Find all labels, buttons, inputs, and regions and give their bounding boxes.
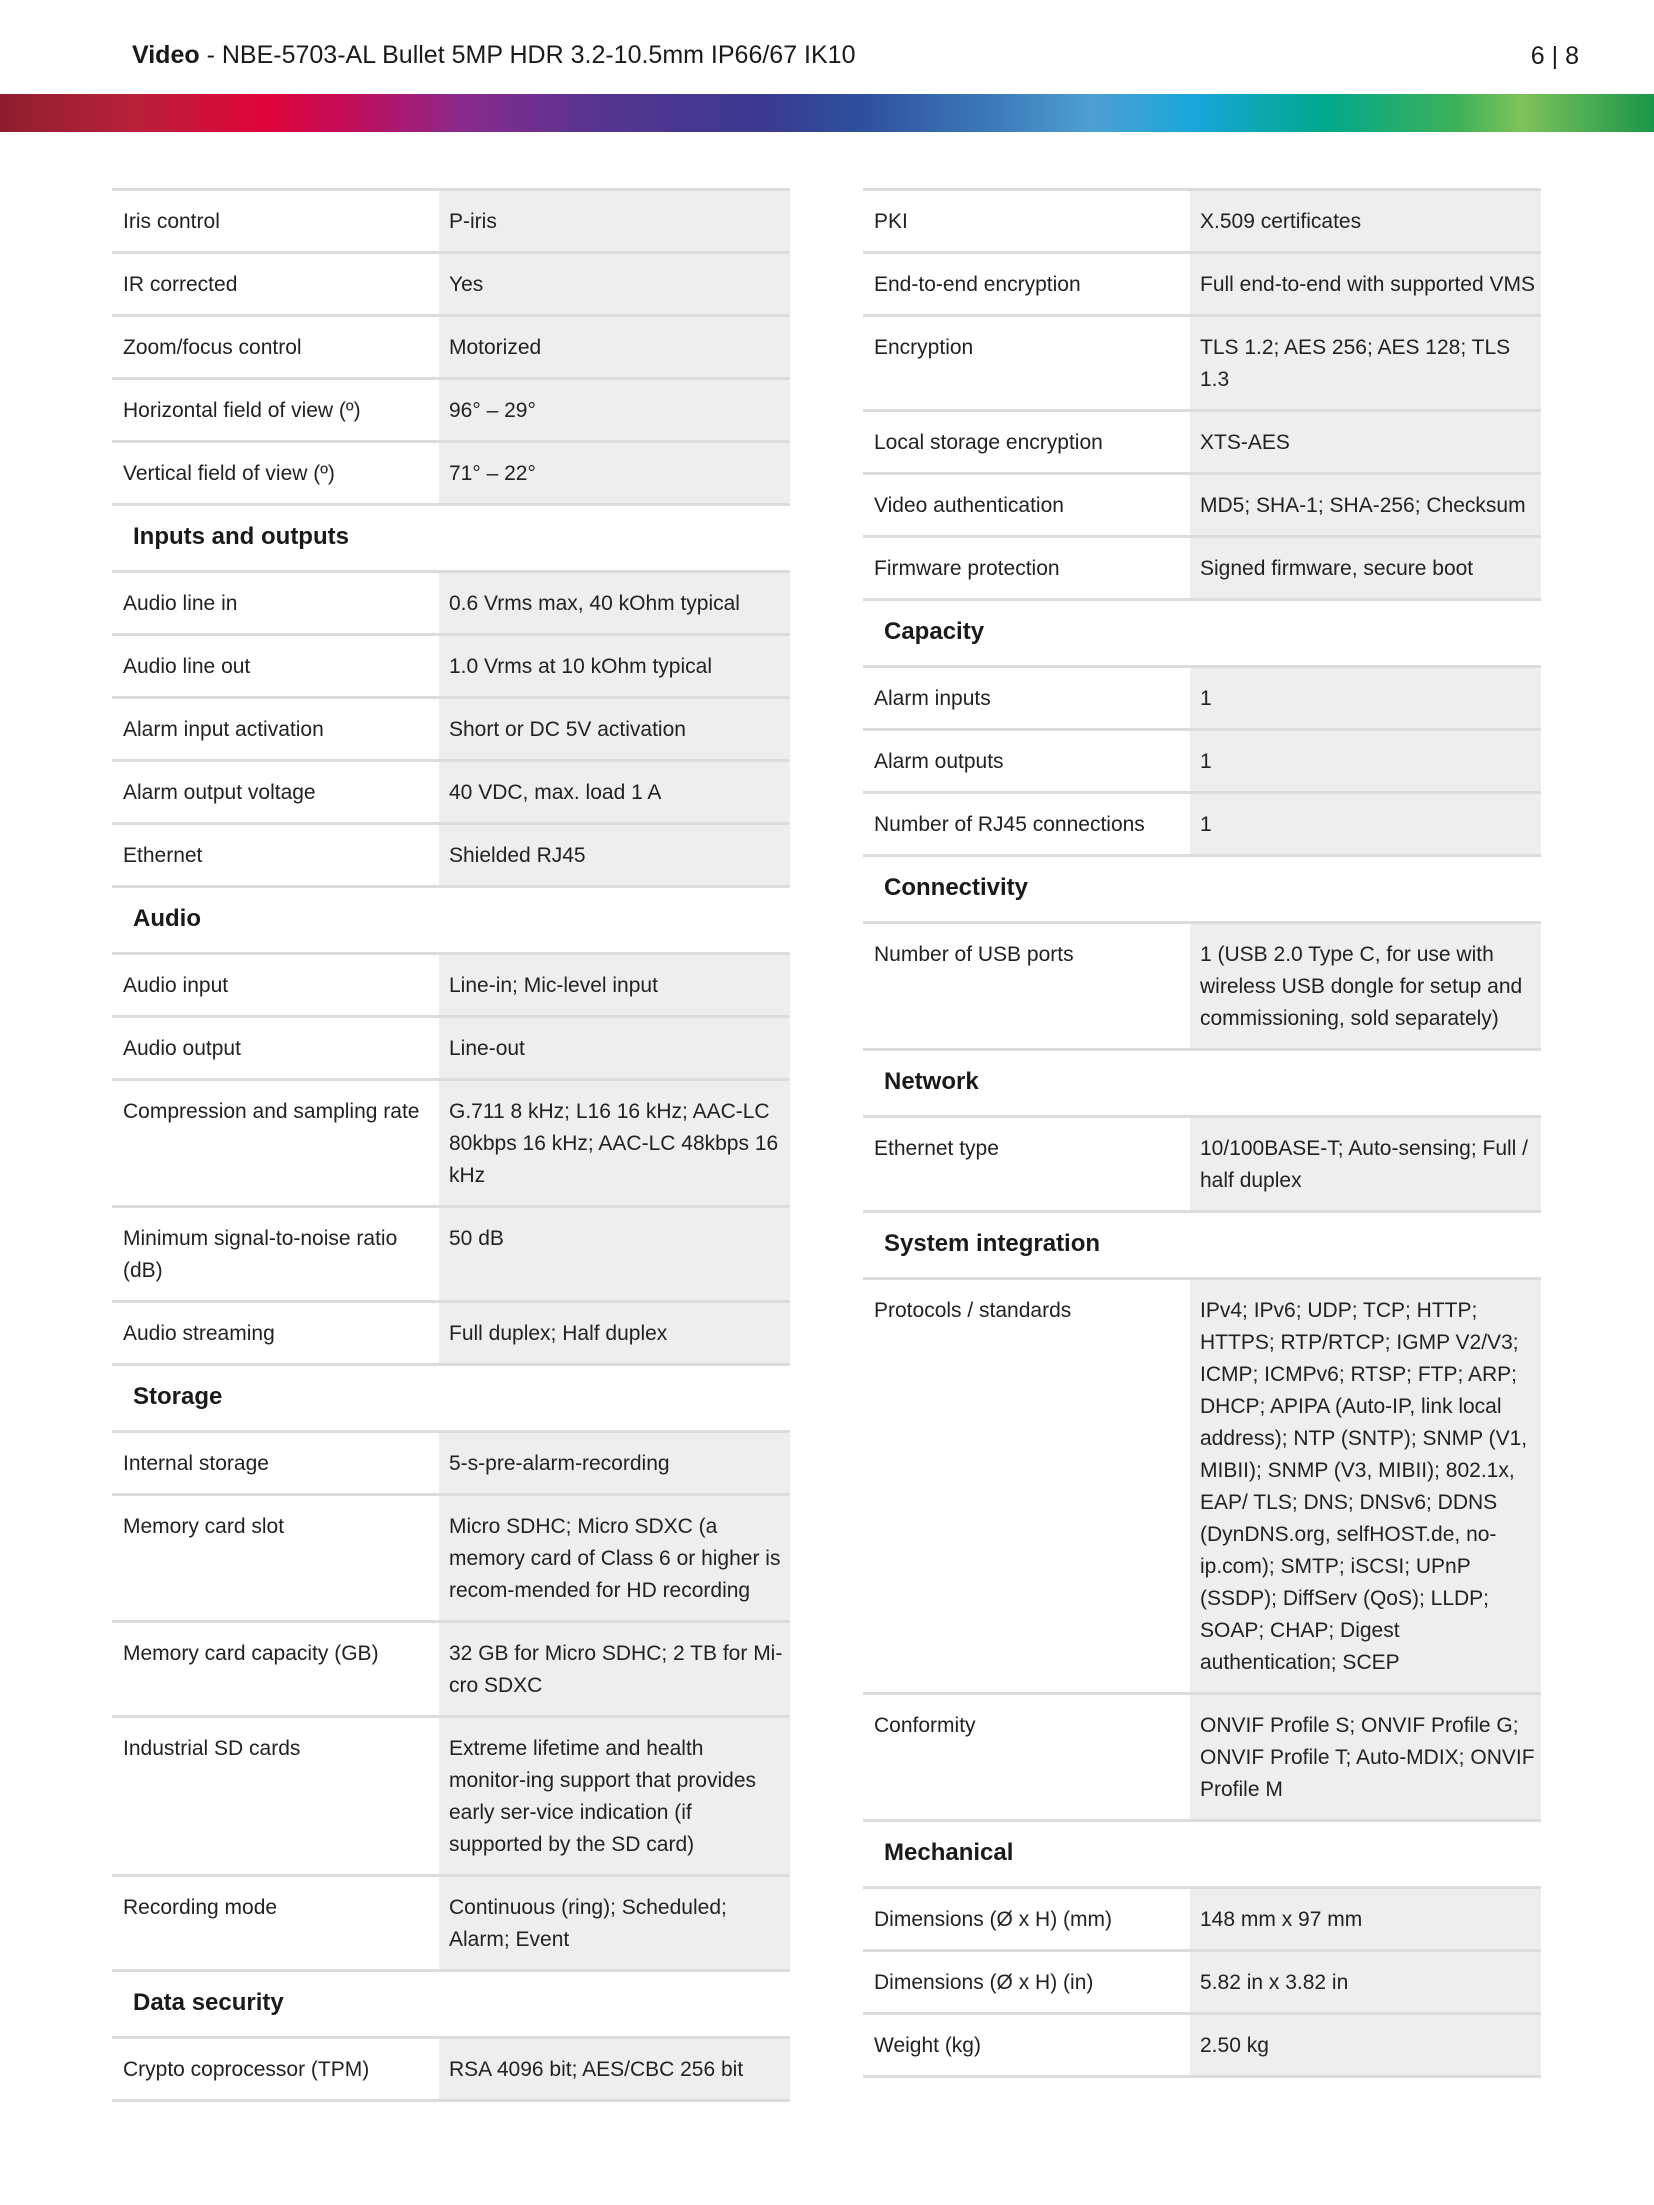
spec-label: Local storage encryption <box>874 431 1103 454</box>
spec-value: 1.0 Vrms at 10 kOhm typical <box>439 636 790 696</box>
spec-label: Alarm input activation <box>123 718 324 741</box>
spec-label: Audio input <box>123 974 229 997</box>
spec-value: 40 VDC, max. load 1 A <box>439 762 790 822</box>
spec-value: Shielded RJ45 <box>439 825 790 885</box>
spec-label: PKI <box>874 210 908 233</box>
spec-value: Full end-to-end with supported VMS <box>1190 254 1541 314</box>
spec-row <box>112 633 790 696</box>
section-heading-system-integration: System integration <box>863 1210 1541 1277</box>
spec-value: 71° – 22° <box>439 443 790 503</box>
spec-row <box>863 188 1541 251</box>
section-heading-network: Network <box>863 1048 1541 1115</box>
section-heading-data-security: Data security <box>112 1969 790 2036</box>
spec-label: Alarm inputs <box>874 687 991 710</box>
spec-value: 148 mm x 97 mm <box>1190 1889 1541 1949</box>
spec-label: Iris control <box>123 210 220 233</box>
spec-label: Audio line out <box>123 655 251 678</box>
spec-row <box>863 409 1541 472</box>
spec-value: Signed firmware, secure boot <box>1190 538 1541 598</box>
spec-label: Compression and sampling rate <box>123 1100 420 1123</box>
spec-label: Dimensions (Ø x H) (in) <box>874 1971 1094 1994</box>
spec-row <box>863 728 1541 791</box>
spec-value: XTS-AES <box>1190 412 1541 472</box>
spec-label: Video authentication <box>874 494 1064 517</box>
spec-label: Horizontal field of view (º) <box>123 399 361 422</box>
spec-row <box>863 665 1541 728</box>
spec-row <box>863 1886 1541 1949</box>
section-heading-storage: Storage <box>112 1363 790 1430</box>
spec-row <box>863 1949 1541 2012</box>
spec-row <box>112 570 790 633</box>
spec-value: Continuous (ring); Scheduled; Alarm; Event <box>439 1877 790 1969</box>
spec-label: Zoom/focus control <box>123 336 302 359</box>
spec-label: Ethernet <box>123 844 203 867</box>
spec-row <box>112 696 790 759</box>
section-heading-inputs-outputs: Inputs and outputs <box>112 503 790 570</box>
spec-row <box>112 1493 790 1620</box>
spec-row <box>112 377 790 440</box>
spec-row <box>863 314 1541 409</box>
spec-label: Minimum signal-to-noise ratio (dB) <box>123 1227 398 1282</box>
spec-row <box>863 1692 1541 1819</box>
spec-value: 10/100BASE-T; Auto-sensing; Full / half duplex <box>1190 1118 1541 1210</box>
spec-row <box>112 1300 790 1363</box>
spec-row <box>863 2012 1541 2075</box>
spec-row <box>863 472 1541 535</box>
spec-value: 96° – 29° <box>439 380 790 440</box>
spec-row <box>863 791 1541 854</box>
spec-label: Vertical field of view (º) <box>123 462 335 485</box>
spec-label: Protocols / standards <box>874 1299 1072 1322</box>
spec-value: ONVIF Profile S; ONVIF Profile G; ONVIF Profile T; Auto-MDIX; ONVIF Profile M <box>1190 1695 1541 1819</box>
spec-label: Internal storage <box>123 1452 269 1475</box>
spec-value: 1 <box>1190 794 1541 854</box>
spec-value: 1 <box>1190 731 1541 791</box>
spec-row <box>863 921 1541 1048</box>
spec-label: Ethernet type <box>874 1137 999 1160</box>
spec-value: 5.82 in x 3.82 in <box>1190 1952 1541 2012</box>
spec-row <box>112 188 790 251</box>
spec-row <box>112 759 790 822</box>
color-band <box>0 94 1654 132</box>
spec-row <box>863 251 1541 314</box>
spec-row <box>112 1205 790 1300</box>
spec-value: Line-out <box>439 1018 790 1078</box>
spec-column-right <box>863 188 1541 2078</box>
spec-value: Full duplex; Half duplex <box>439 1303 790 1363</box>
spec-row <box>112 440 790 503</box>
spec-value: IPv4; IPv6; UDP; TCP; HTTP; HTTPS; RTP/RTCP; IGMP V2/V3; ICMP; ICMPv6; RTSP; FTP; ARP; DHCP; APIPA (Auto-IP, link local address); NTP (SNTP); SNMP (V1, MIBII); SNMP (V3, MIBII); 802.1x, EAP/ TLS; DNS; DNSv6; DDNS (DynDNS.org, selfHOST.de, no-ip.com); SMTP; iSCSI; UPnP (SSDP); DiffServ (QoS); LLDP; SOAP; CHAP; Digest authentication; SCEP <box>1190 1280 1541 1692</box>
spec-label: Memory card capacity (GB) <box>123 1642 379 1665</box>
spec-label: Industrial SD cards <box>123 1737 301 1760</box>
section-heading-audio: Audio <box>112 885 790 952</box>
spec-label: Conformity <box>874 1714 976 1737</box>
spec-label: Audio line in <box>123 592 238 615</box>
spec-label: IR corrected <box>123 273 238 296</box>
spec-value: RSA 4096 bit; AES/CBC 256 bit <box>439 2039 790 2099</box>
page-number: 6 | 8 <box>1530 42 1579 70</box>
spec-value: Motorized <box>439 317 790 377</box>
spec-value: 1 <box>1190 668 1541 728</box>
spec-label: Encryption <box>874 336 974 359</box>
spec-label: Crypto coprocessor (TPM) <box>123 2058 370 2081</box>
spec-value: 0.6 Vrms max, 40 kOhm typical <box>439 573 790 633</box>
spec-value: TLS 1.2; AES 256; AES 128; TLS 1.3 <box>1190 317 1541 409</box>
spec-value: 32 GB for Micro SDHC; 2 TB for Mi-cro SDXC <box>439 1623 790 1715</box>
category-label: Video <box>132 41 200 69</box>
spec-label: Number of RJ45 connections <box>874 813 1145 836</box>
spec-value: 2.50 kg <box>1190 2015 1541 2075</box>
spec-row <box>863 1277 1541 1692</box>
spec-label: Dimensions (Ø x H) (mm) <box>874 1908 1113 1931</box>
spec-label: Weight (kg) <box>874 2034 981 2057</box>
table-end-rule <box>112 2099 790 2102</box>
spec-label: Number of USB ports <box>874 943 1074 966</box>
section-heading-mechanical: Mechanical <box>863 1819 1541 1886</box>
spec-label: Firmware protection <box>874 557 1060 580</box>
spec-row <box>112 1620 790 1715</box>
spec-row <box>112 1078 790 1205</box>
spec-value: G.711 8 kHz; L16 16 kHz; AAC-LC 80kbps 16 kHz; AAC-LC 48kbps 16 kHz <box>439 1081 790 1205</box>
section-heading-connectivity: Connectivity <box>863 854 1541 921</box>
title-separator: - <box>199 41 222 69</box>
document-title <box>132 36 856 74</box>
spec-row <box>112 952 790 1015</box>
spec-value: MD5; SHA-1; SHA-256; Checksum <box>1190 475 1541 535</box>
spec-row <box>863 535 1541 598</box>
spec-value: Yes <box>439 254 790 314</box>
product-name: NBE-5703-AL Bullet 5MP HDR 3.2-10.5mm IP66/67 IK10 <box>221 41 856 69</box>
spec-value: 5-s-pre-alarm-recording <box>439 1433 790 1493</box>
spec-label: Memory card slot <box>123 1515 285 1538</box>
section-heading-capacity: Capacity <box>863 598 1541 665</box>
spec-row <box>112 822 790 885</box>
spec-value: X.509 certificates <box>1190 191 1541 251</box>
spec-label: End-to-end encryption <box>874 273 1081 296</box>
spec-value: Extreme lifetime and health monitor-ing support that provides early ser-vice indication (if supported by the SD card) <box>439 1718 790 1874</box>
spec-value: Line-in; Mic-level input <box>439 955 790 1015</box>
spec-label: Audio streaming <box>123 1322 275 1345</box>
table-end-rule <box>863 2075 1541 2078</box>
spec-row <box>112 2036 790 2099</box>
spec-row <box>112 314 790 377</box>
spec-label: Recording mode <box>123 1896 278 1919</box>
spec-column-left <box>112 188 790 2102</box>
spec-label: Alarm outputs <box>874 750 1004 773</box>
spec-label: Audio output <box>123 1037 241 1060</box>
spec-row <box>112 1430 790 1493</box>
spec-value: Short or DC 5V activation <box>439 699 790 759</box>
spec-value: Micro SDHC; Micro SDXC (a memory card of Class 6 or higher is recom-mended for HD recording <box>439 1496 790 1620</box>
spec-row <box>863 1115 1541 1210</box>
spec-row <box>112 1874 790 1969</box>
spec-value: 50 dB <box>439 1208 790 1300</box>
spec-label: Alarm output voltage <box>123 781 316 804</box>
spec-value: 1 (USB 2.0 Type C, for use with wireless USB dongle for setup and commissioning, sold separately) <box>1190 924 1541 1048</box>
spec-row <box>112 1015 790 1078</box>
spec-value: P-iris <box>439 191 790 251</box>
spec-row <box>112 251 790 314</box>
spec-row <box>112 1715 790 1874</box>
